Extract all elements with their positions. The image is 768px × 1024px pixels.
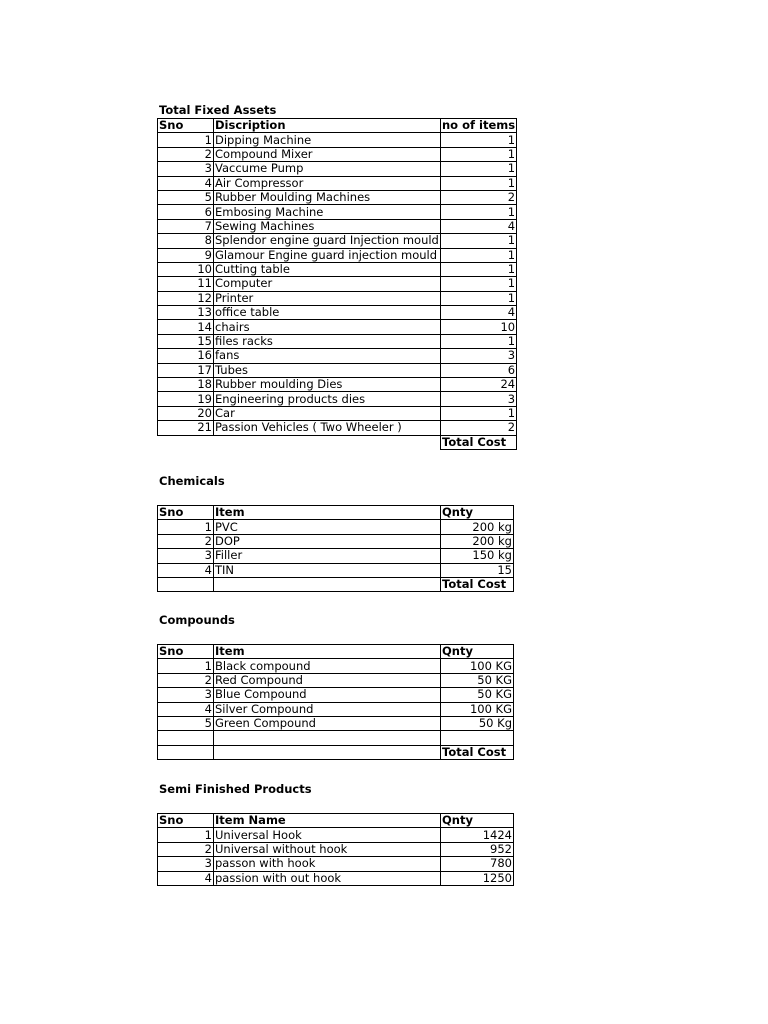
sno-cell: 11 (158, 277, 214, 291)
blank-cell (214, 435, 441, 449)
sno-cell: 18 (158, 378, 214, 392)
qty-cell: 1 (441, 133, 517, 147)
sno-cell: 15 (158, 334, 214, 348)
table-header-row (158, 645, 514, 659)
table-row (158, 219, 517, 233)
sno-cell: 14 (158, 320, 214, 334)
qty-cell: 200 kg (441, 534, 514, 548)
item-cell: Car (214, 406, 441, 420)
item-cell: Splendor engine guard Injection mould (215, 233, 439, 248)
item-cell: Cutting table (214, 262, 441, 276)
table-row (158, 828, 514, 842)
qty-cell: 1 (441, 176, 517, 190)
table-row (158, 162, 517, 176)
fixed-assets-title: Total Fixed Assets (159, 103, 277, 117)
table-row (158, 406, 517, 420)
table-row (158, 190, 517, 204)
total-row (158, 577, 514, 591)
qty-cell: 1 (441, 277, 517, 291)
semi-finished-table (157, 813, 514, 886)
sno-cell: 5 (158, 716, 214, 730)
qty-cell: 10 (441, 320, 517, 334)
qty-cell: 952 (441, 842, 514, 856)
item-cell: Compound Mixer (214, 147, 441, 161)
qty-header: Qnty (441, 506, 514, 520)
qty-cell: 150 kg (441, 549, 514, 563)
qty-cell: 200 kg (441, 520, 514, 534)
qty-cell: 24 (441, 378, 517, 392)
table-row (158, 857, 514, 871)
item-cell: Printer (214, 291, 441, 305)
sno-cell: 4 (158, 702, 214, 716)
qty-cell: 15 (441, 563, 514, 577)
table-row (158, 673, 514, 687)
compounds-table (157, 644, 514, 760)
table-row (158, 421, 517, 435)
item-cell: Blue Compound (214, 688, 441, 702)
qty-cell: 1 (441, 406, 517, 420)
table-row (158, 291, 517, 305)
sno-cell: 1 (158, 133, 214, 147)
table-row (158, 176, 517, 190)
qty-cell: 50 KG (441, 688, 514, 702)
qty-cell: 1 (441, 248, 517, 262)
qty-cell: 100 KG (441, 659, 514, 673)
chemicals-title: Chemicals (159, 474, 225, 488)
table-header-row (158, 506, 514, 520)
table-row (158, 349, 517, 363)
item-cell: Tubes (214, 363, 441, 377)
sno-cell: 17 (158, 363, 214, 377)
item-cell: Embosing Machine (214, 205, 441, 219)
qty-cell: 1250 (441, 871, 514, 885)
sno-cell: 4 (158, 871, 214, 885)
table-row (158, 716, 514, 730)
qty-cell: 3 (441, 349, 517, 363)
sno-cell: 8 (158, 234, 214, 248)
table-header-row (158, 119, 517, 133)
table-row (158, 133, 517, 147)
sno-cell: 2 (158, 534, 214, 548)
sno-cell: 9 (158, 248, 214, 262)
table-row (158, 688, 514, 702)
table-row (158, 842, 514, 856)
item-cell: Green Compound (214, 716, 441, 730)
item-cell: Filler (214, 549, 441, 563)
sno-cell: 12 (158, 291, 214, 305)
table-row (158, 234, 517, 248)
sno-cell: 4 (158, 563, 214, 577)
qty-cell: 4 (441, 219, 517, 233)
description-header: Discription (214, 119, 441, 133)
sno-cell: 5 (158, 190, 214, 204)
item-cell: Black compound (214, 659, 441, 673)
item-cell: chairs (214, 320, 441, 334)
table-row (158, 262, 517, 276)
sno-cell: 6 (158, 205, 214, 219)
qty-header: Qnty (441, 645, 514, 659)
compounds-title: Compounds (159, 613, 235, 627)
item-cell: fans (214, 349, 441, 363)
item-cell: Engineering products dies (214, 392, 441, 406)
table-row (158, 549, 514, 563)
item-header: Item (214, 506, 441, 520)
item-cell: DOP (214, 534, 441, 548)
blank-cell (158, 435, 214, 449)
items-count-header: no of items (442, 118, 516, 133)
sno-cell: 3 (158, 688, 214, 702)
table-row (158, 659, 514, 673)
chemicals-table (157, 505, 514, 592)
table-row (158, 306, 517, 320)
table-row (158, 378, 517, 392)
item-name-header: Item Name (214, 814, 441, 828)
qty-cell: 1 (441, 291, 517, 305)
item-cell: Universal without hook (214, 842, 441, 856)
sno-cell: 7 (158, 219, 214, 233)
total-cost-label: Total Cost (441, 577, 514, 591)
sno-cell: 16 (158, 349, 214, 363)
sno-cell: 3 (158, 549, 214, 563)
sno-cell: 1 (158, 828, 214, 842)
item-cell: Air Compressor (214, 176, 441, 190)
item-cell: Sewing Machines (214, 219, 441, 233)
qty-cell: 1 (441, 162, 517, 176)
qty-cell: 2 (441, 421, 517, 435)
total-row (158, 435, 517, 449)
item-cell: Red Compound (214, 673, 441, 687)
sno-cell: 3 (158, 857, 214, 871)
sno-header: Sno (158, 645, 214, 659)
sno-cell: 1 (158, 659, 214, 673)
sno-cell: 2 (158, 673, 214, 687)
table-header-row (158, 814, 514, 828)
qty-cell: 780 (441, 857, 514, 871)
sno-header: Sno (158, 814, 214, 828)
item-cell: TIN (214, 563, 441, 577)
qty-cell: 1 (441, 334, 517, 348)
sno-cell: 20 (158, 406, 214, 420)
qty-cell: 1 (441, 262, 517, 276)
table-row (158, 534, 514, 548)
qty-cell: 4 (441, 306, 517, 320)
table-row (158, 147, 517, 161)
table-row (158, 248, 517, 262)
item-cell: passion with out hook (214, 871, 441, 885)
item-cell: Passion Vehicles ( Two Wheeler ) (214, 421, 441, 435)
qty-cell: 1424 (441, 828, 514, 842)
item-header: Item (214, 645, 441, 659)
table-row (158, 363, 517, 377)
table-row (158, 702, 514, 716)
table-row (158, 520, 514, 534)
blank-row (158, 731, 514, 745)
table-row (158, 871, 514, 885)
item-cell: Glamour Engine guard injection mould (214, 248, 441, 262)
item-cell: Vaccume Pump (214, 162, 441, 176)
blank-cell (441, 731, 514, 745)
sno-cell: 19 (158, 392, 214, 406)
qty-cell: 50 KG (441, 673, 514, 687)
item-cell: Dipping Machine (214, 133, 441, 147)
item-cell: files racks (214, 334, 441, 348)
table-row (158, 277, 517, 291)
item-cell: passon with hook (214, 857, 441, 871)
item-cell: Computer (214, 277, 441, 291)
fixed-assets-table (157, 118, 517, 450)
blank-cell (214, 731, 441, 745)
blank-cell (158, 731, 214, 745)
sno-cell: 1 (158, 520, 214, 534)
qty-cell: 3 (441, 392, 517, 406)
sno-cell: 2 (158, 147, 214, 161)
sno-header: Sno (158, 506, 214, 520)
qty-cell: 1 (441, 205, 517, 219)
blank-cell (214, 577, 441, 591)
table-row (158, 320, 517, 334)
total-cost-label: Total Cost (441, 435, 517, 449)
qty-cell: 1 (441, 234, 517, 248)
sno-cell: 4 (158, 176, 214, 190)
sno-cell: 2 (158, 842, 214, 856)
qty-header: Qnty (441, 814, 514, 828)
item-cell: Silver Compound (214, 702, 441, 716)
sno-cell: 10 (158, 262, 214, 276)
item-cell: Rubber moulding Dies (214, 378, 441, 392)
blank-cell (214, 745, 441, 759)
item-cell: Rubber Moulding Machines (214, 190, 441, 204)
sno-cell: 3 (158, 162, 214, 176)
semi-finished-title: Semi Finished Products (159, 782, 312, 796)
qty-cell: 2 (441, 190, 517, 204)
qty-cell: 1 (441, 147, 517, 161)
total-cost-label: Total Cost (441, 745, 514, 759)
sno-header: Sno (158, 119, 214, 133)
blank-cell (158, 745, 214, 759)
table-row (158, 205, 517, 219)
qty-cell: 6 (441, 363, 517, 377)
total-row (158, 745, 514, 759)
qty-cell: 50 Kg (441, 716, 514, 730)
table-row (158, 392, 517, 406)
item-cell: PVC (214, 520, 441, 534)
blank-cell (158, 577, 214, 591)
sno-cell: 21 (158, 421, 214, 435)
qty-cell: 100 KG (441, 702, 514, 716)
sno-cell: 13 (158, 306, 214, 320)
table-row (158, 563, 514, 577)
item-cell: Universal Hook (214, 828, 441, 842)
table-row (158, 334, 517, 348)
item-cell: office table (214, 306, 441, 320)
